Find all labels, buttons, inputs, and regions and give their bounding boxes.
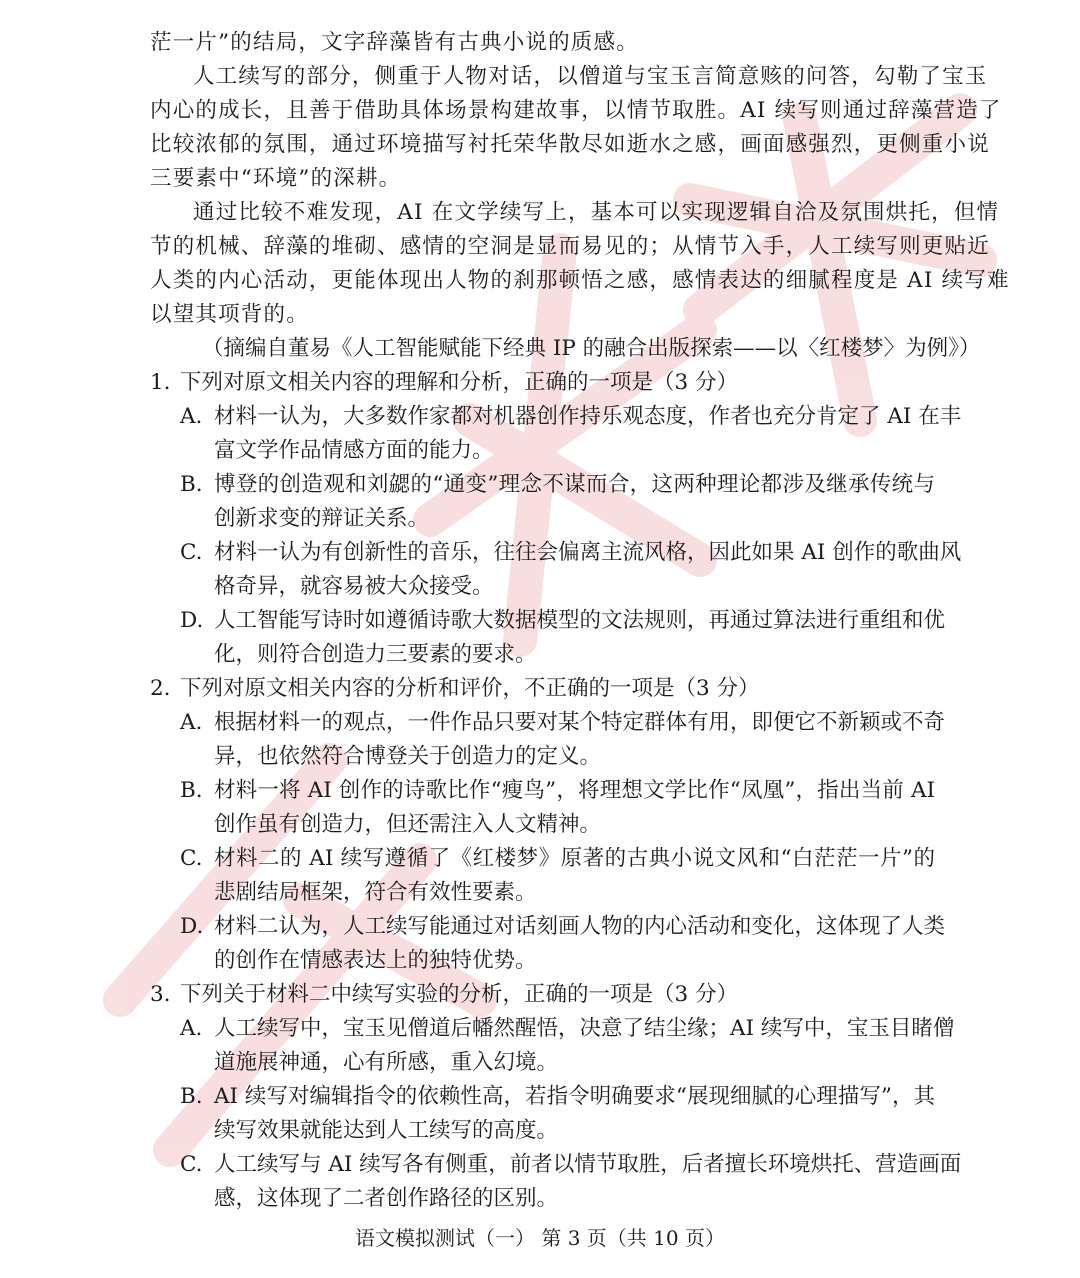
- option-line: 材料二的 AI 续写遵循了《红楼梦》原著的古典小说文风和“白茫茫一片”的: [214, 846, 935, 871]
- passage-line: 以望其项背的。: [150, 302, 309, 327]
- question-2: [150, 672, 935, 706]
- option-line: AI 续写对编辑指令的依赖性高，若指令明确要求“展现细腻的心理描写”，其: [214, 1084, 935, 1109]
- passage-line: 内心的成长，且善于借助具体场景构建故事，以情节取胜。AI 续写则通过辞藻营造了: [150, 98, 1002, 123]
- option-line: 创新求变的辩证关系。: [214, 506, 430, 531]
- option-1c[interactable]: [150, 536, 962, 604]
- option-line: 材料一将 AI 创作的诗歌比作“瘦鸟”，将理想文学比作“凤凰”，指出当前 AI: [214, 778, 935, 803]
- option-2c[interactable]: [150, 842, 935, 910]
- question-3: [150, 978, 935, 1012]
- question-stem: 下列对原文相关内容的分析和评价，不正确的一项是（3 分）: [180, 676, 760, 701]
- passage-line: 节的机械、辞藻的堆砌、感情的空洞是显而易见的；从情节入手，人工续写则更贴近: [150, 234, 990, 259]
- option-1d[interactable]: [150, 604, 946, 672]
- option-3c[interactable]: [150, 1148, 962, 1216]
- option-letter: A.: [180, 710, 203, 735]
- option-letter: C.: [180, 846, 203, 871]
- option-2a[interactable]: [150, 706, 946, 774]
- option-line: 感，这体现了二者创作路径的区别。: [214, 1186, 559, 1211]
- passage-line: 通过比较不难发现，AI 在文学续写上，基本可以实现逻辑自洽及氛围烘托，但情: [193, 200, 1000, 225]
- question-number: 3.: [150, 982, 171, 1007]
- option-line: 博登的创造观和刘勰的“通变”理念不谋而合，这两种理论都涉及继承传统与: [214, 472, 935, 497]
- exam-page: [150, 26, 1010, 1216]
- option-letter: B.: [180, 778, 203, 803]
- option-line: 人工续写中，宝玉见僧道后幡然醒悟，决意了结尘缘；AI 续写中，宝玉目睹僧: [214, 1016, 955, 1041]
- option-line: 道施展神通，心有所感，重入幻境。: [214, 1050, 559, 1075]
- option-line: 材料一认为有创新性的音乐，往往会偏离主流风格，因此如果 AI 创作的歌曲风: [214, 540, 962, 565]
- option-line: 人工续写与 AI 续写各有侧重，前者以情节取胜，后者擅长环境烘托、营造画面: [214, 1152, 962, 1177]
- option-2d[interactable]: [150, 910, 946, 978]
- passage-line: 人工续写的部分，侧重于人物对话，以僧道与宝玉言简意赅的问答，勾勒了宝玉: [193, 64, 988, 89]
- option-line: 根据材料一的观点，一件作品只要对某个特定群体有用，即便它不新颖或不奇: [214, 710, 946, 735]
- option-line: 人工智能写诗时如遵循诗歌大数据模型的文法规则，再通过算法进行重组和优: [214, 608, 946, 633]
- question-number: 2.: [150, 676, 171, 701]
- option-2b[interactable]: [150, 774, 935, 842]
- question-stem: 下列对原文相关内容的理解和分析，正确的一项是（3 分）: [180, 370, 739, 395]
- question-number: 1.: [150, 370, 171, 395]
- option-letter: A.: [180, 404, 203, 429]
- option-line: 富文学作品情感方面的能力。: [214, 438, 494, 463]
- page-footer: 语文模拟测试（一） 第 3 页（共 10 页）: [355, 1226, 725, 1250]
- option-line: 的创作在情感表达上的独特优势。: [214, 948, 537, 973]
- option-letter: C.: [180, 1152, 203, 1177]
- passage: [150, 26, 1010, 332]
- option-1a[interactable]: [150, 400, 962, 468]
- option-line: 材料二认为，人工续写能通过对话刻画人物的内心活动和变化，这体现了人类: [214, 914, 946, 939]
- option-letter: D.: [180, 608, 204, 633]
- option-letter: B.: [180, 1084, 203, 1109]
- option-line: 异，也依然符合博登关于创造力的定义。: [214, 744, 602, 769]
- option-line: 悲剧结局框架，符合有效性要素。: [214, 880, 537, 905]
- question-stem: 下列关于材料二中续写实验的分析，正确的一项是（3 分）: [180, 982, 739, 1007]
- option-3b[interactable]: [150, 1080, 935, 1148]
- passage-line: 三要素中“环境”的深耕。: [150, 166, 402, 191]
- option-line: 格奇异，就容易被大众接受。: [214, 574, 494, 599]
- option-3a[interactable]: [150, 1012, 955, 1080]
- option-letter: C.: [180, 540, 203, 565]
- option-line: 创作虽有创造力，但还需注入人文精神。: [214, 812, 602, 837]
- passage-line: 比较浓郁的氛围，通过环境描写衬托荣华散尽如逝水之感，画面感强烈，更侧重小说: [150, 132, 990, 157]
- option-line: 化，则符合创造力三要素的要求。: [214, 642, 537, 667]
- passage-line: 茫一片”的结局，文字辞藻皆有古典小说的质感。: [150, 30, 639, 55]
- option-line: 续写效果就能达到人工续写的高度。: [214, 1118, 559, 1143]
- option-letter: D.: [180, 914, 204, 939]
- question-1: [150, 366, 935, 400]
- passage-source: （摘编自董易《人工智能赋能下经典 IP 的融合出版探索——以〈红楼梦〉为例》）: [202, 336, 981, 361]
- passage-line: 人类的内心活动，更能体现出人物的刹那顿悟之感，感情表达的细腻程度是 AI 续写难: [150, 268, 1010, 293]
- option-1b[interactable]: [150, 468, 935, 536]
- option-line: 材料一认为，大多数作家都对机器创作持乐观态度，作者也充分肯定了 AI 在丰: [214, 404, 962, 429]
- option-letter: A.: [180, 1016, 203, 1041]
- option-letter: B.: [180, 472, 203, 497]
